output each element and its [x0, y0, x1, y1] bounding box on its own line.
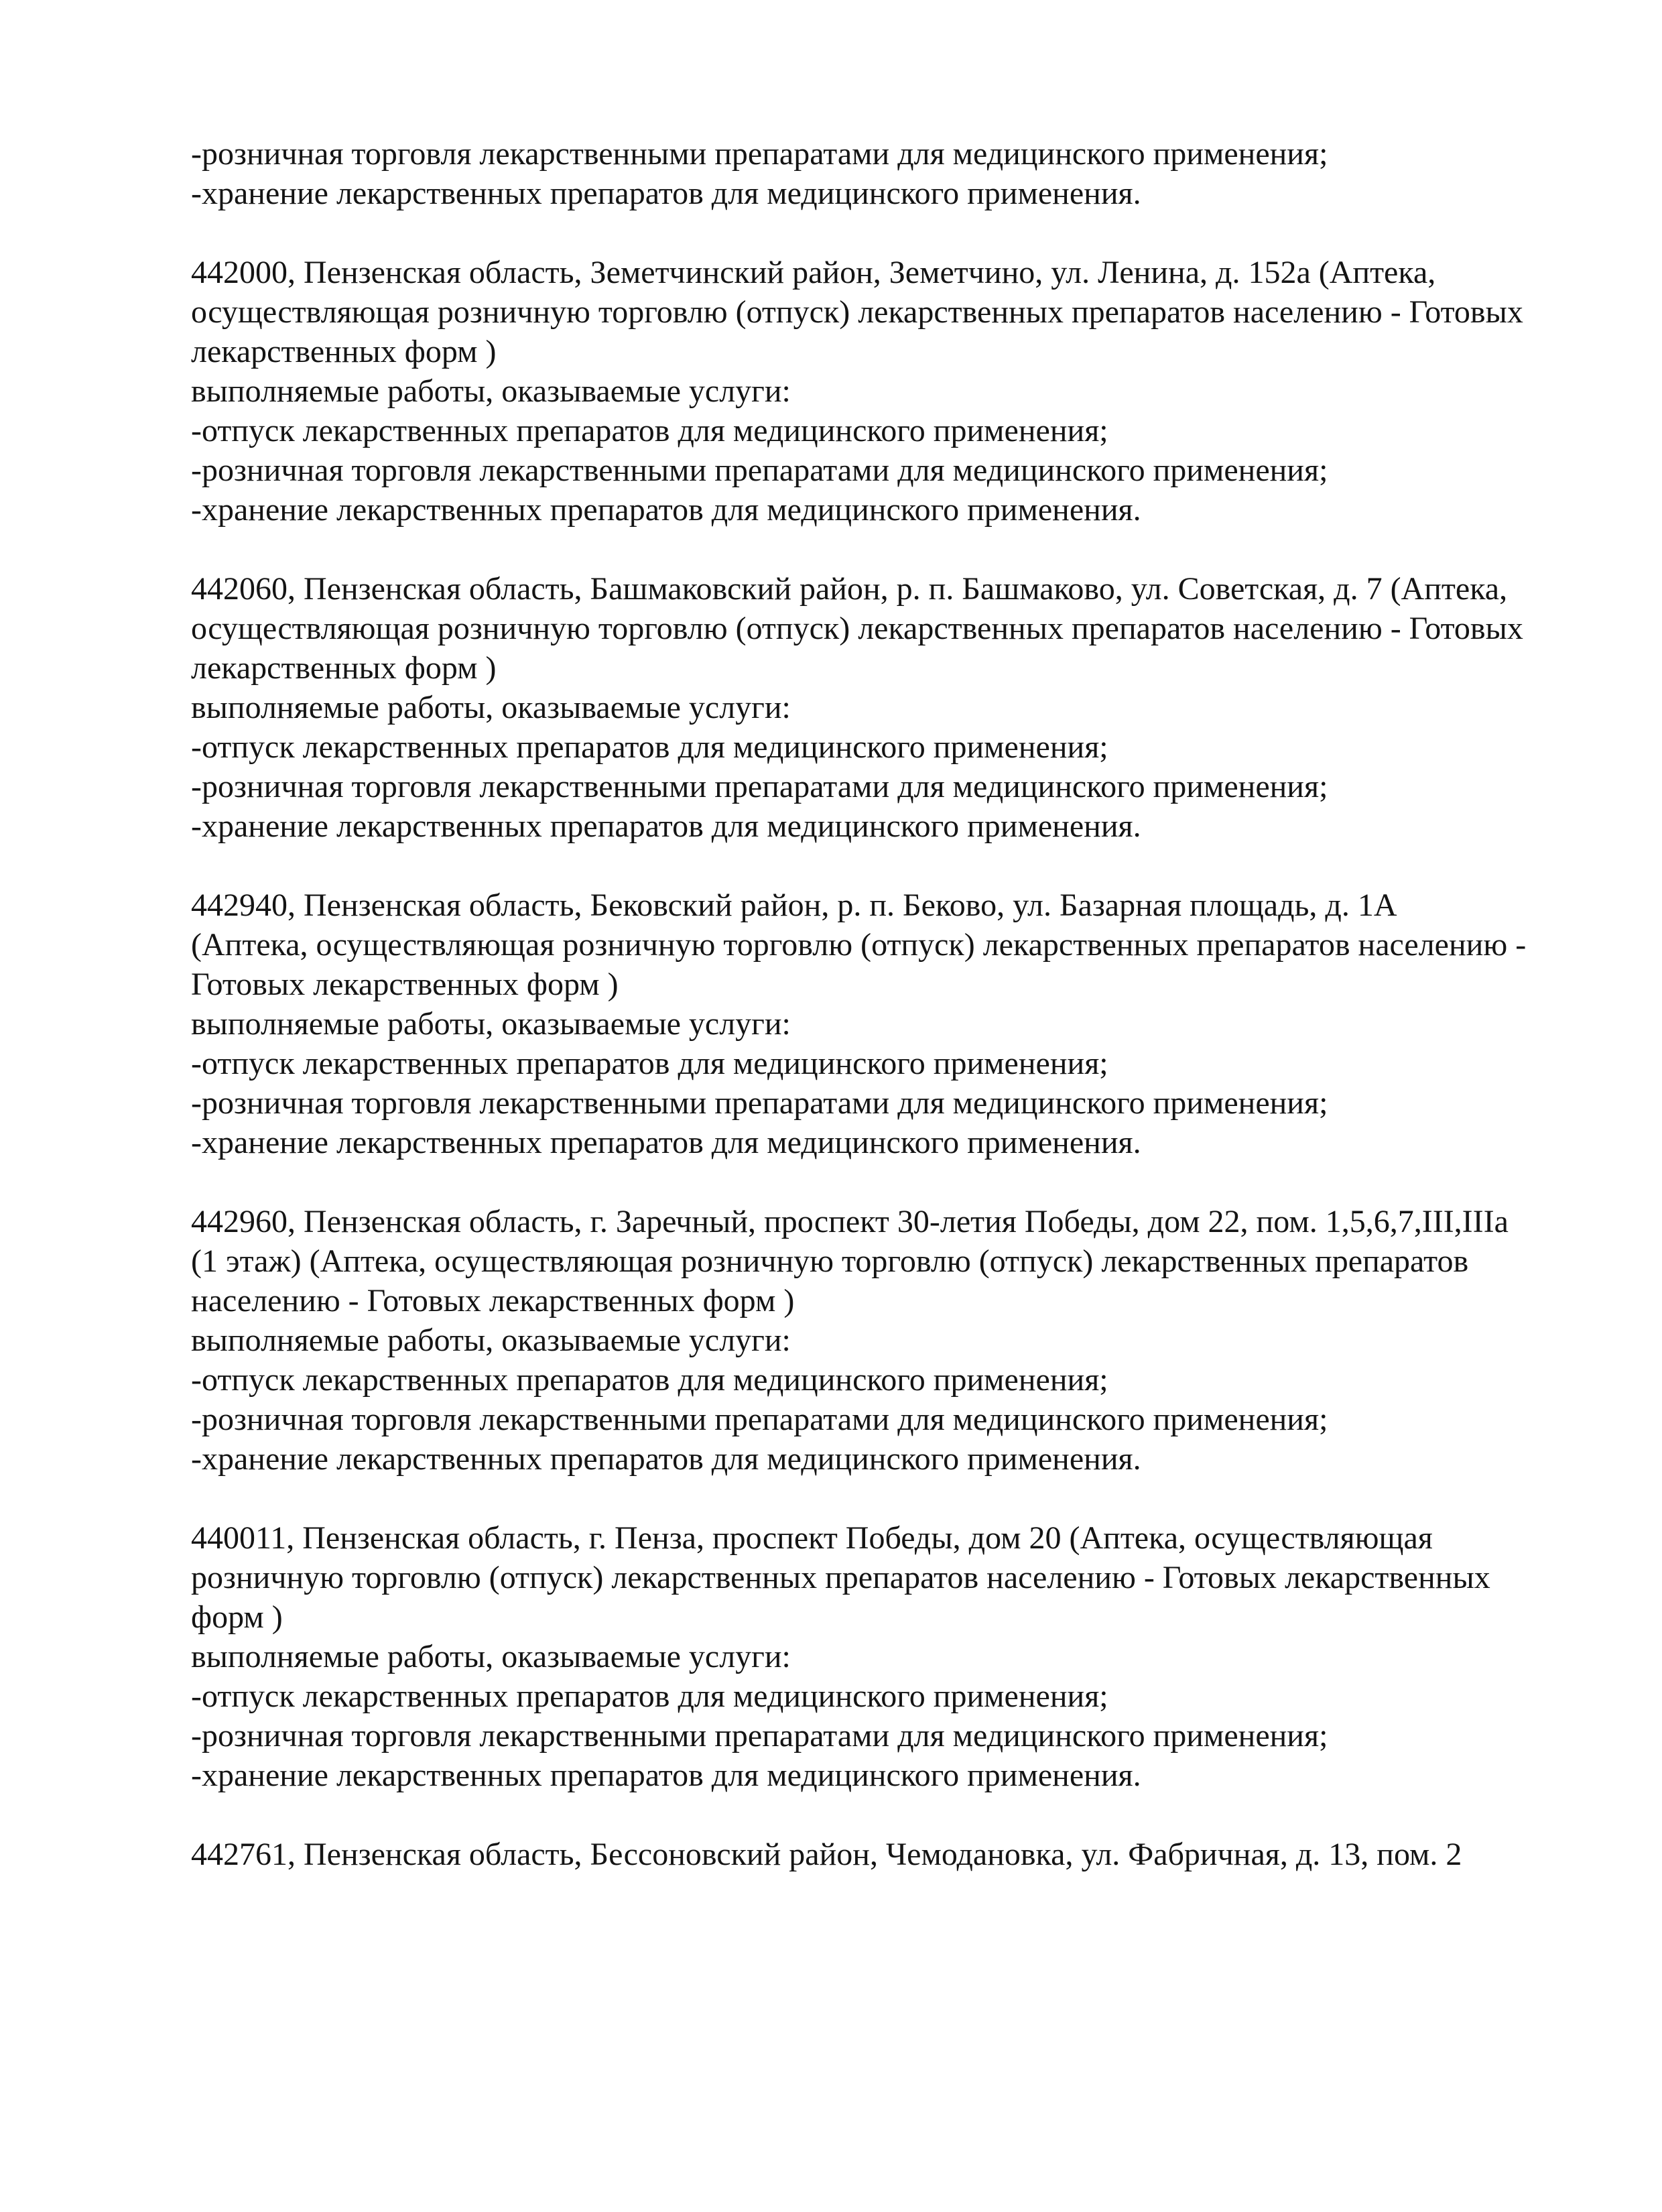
service-item: -отпуск лекарственных препаратов для медицинского применения; — [191, 413, 1108, 448]
address-line: розничную торговлю (отпуск) лекарственных препаратов населению - Готовых лекарственных — [191, 1560, 1490, 1595]
services-heading: выполняемые работы, оказываемые услуги: — [191, 690, 791, 725]
service-item: -розничная торговля лекарственными препаратами для медицинского применения; — [191, 769, 1328, 804]
address-line: Готовых лекарственных форм ) — [191, 967, 619, 1002]
address-line: 442761, Пензенская область, Бессоновский район, Чемодановка, ул. Фабричная, д. 13, пом. 2 — [191, 1837, 1462, 1872]
address-line: (1 этаж) (Аптека, осуществляющая розничную торговлю (отпуск) лекарственных препаратов — [191, 1243, 1469, 1279]
services-heading: выполняемые работы, оказываемые услуги: — [191, 1323, 791, 1358]
pharmacy-entry — [191, 1835, 1565, 1874]
services-heading: выполняемые работы, оказываемые услуги: — [191, 1639, 791, 1674]
services-heading: выполняемые работы, оказываемые услуги: — [191, 373, 791, 409]
services-heading: выполняемые работы, оказываемые услуги: — [191, 1006, 791, 1042]
address-line: 442000, Пензенская область, Земетчинский район, Земетчино, ул. Ленина, д. 152а (Аптека, — [191, 255, 1436, 290]
service-item: -хранение лекарственных препаратов для медицинского применения. — [191, 1125, 1141, 1160]
service-item: -розничная торговля лекарственными препаратами для медицинского применения; — [191, 1085, 1328, 1121]
intro-line: -розничная торговля лекарственными препаратами для медицинского применения; — [191, 136, 1328, 172]
address-line: 442960, Пензенская область, г. Заречный, проспект 30-летия Победы, дом 22, пом. 1,5,6,7,III,IIIа — [191, 1204, 1509, 1239]
intro-line: -хранение лекарственных препаратов для медицинского применения. — [191, 176, 1141, 211]
pharmacy-entry — [191, 1518, 1565, 1795]
service-item: -отпуск лекарственных препаратов для медицинского применения; — [191, 1046, 1108, 1081]
address-line: 442060, Пензенская область, Башмаковский район, р. п. Башмаково, ул. Советская, д. 7 (Аптека, — [191, 571, 1508, 607]
pharmacy-entry — [191, 885, 1565, 1162]
address-line: осуществляющая розничную торговлю (отпуск) лекарственных препаратов населению - Готовых — [191, 294, 1523, 330]
address-line: населению - Готовых лекарственных форм ) — [191, 1283, 795, 1318]
address-line: форм ) — [191, 1599, 283, 1635]
service-item: -отпуск лекарственных препаратов для медицинского применения; — [191, 1362, 1108, 1398]
service-item: -хранение лекарственных препаратов для медицинского применения. — [191, 492, 1141, 528]
address-line: (Аптека, осуществляющая розничную торговлю (отпуск) лекарственных препаратов населению - — [191, 927, 1527, 963]
service-item: -розничная торговля лекарственными препаратами для медицинского применения; — [191, 452, 1328, 488]
pharmacy-entry — [191, 1202, 1565, 1479]
service-item: -розничная торговля лекарственными препаратами для медицинского применения; — [191, 1402, 1328, 1437]
service-item: -хранение лекарственных препаратов для медицинского применения. — [191, 1441, 1141, 1477]
address-line: 440011, Пензенская область, г. Пенза, проспект Победы, дом 20 (Аптека, осуществляющая — [191, 1520, 1433, 1556]
address-line: 442940, Пензенская область, Бековский район, р. п. Беково, ул. Базарная площадь, д. 1А — [191, 887, 1397, 923]
address-line: лекарственных форм ) — [191, 334, 497, 369]
address-line: лекарственных форм ) — [191, 650, 497, 686]
pharmacy-entry — [191, 569, 1565, 846]
service-item: -отпуск лекарственных препаратов для медицинского применения; — [191, 729, 1108, 765]
service-item: -хранение лекарственных препаратов для медицинского применения. — [191, 808, 1141, 844]
document-body — [191, 134, 1565, 1874]
service-item: -отпуск лекарственных препаратов для медицинского применения; — [191, 1678, 1108, 1714]
intro-block — [191, 134, 1565, 213]
service-item: -розничная торговля лекарственными препаратами для медицинского применения; — [191, 1718, 1328, 1754]
pharmacy-entry — [191, 253, 1565, 530]
address-line: осуществляющая розничную торговлю (отпуск) лекарственных препаратов населению - Готовых — [191, 611, 1523, 646]
service-item: -хранение лекарственных препаратов для медицинского применения. — [191, 1758, 1141, 1793]
